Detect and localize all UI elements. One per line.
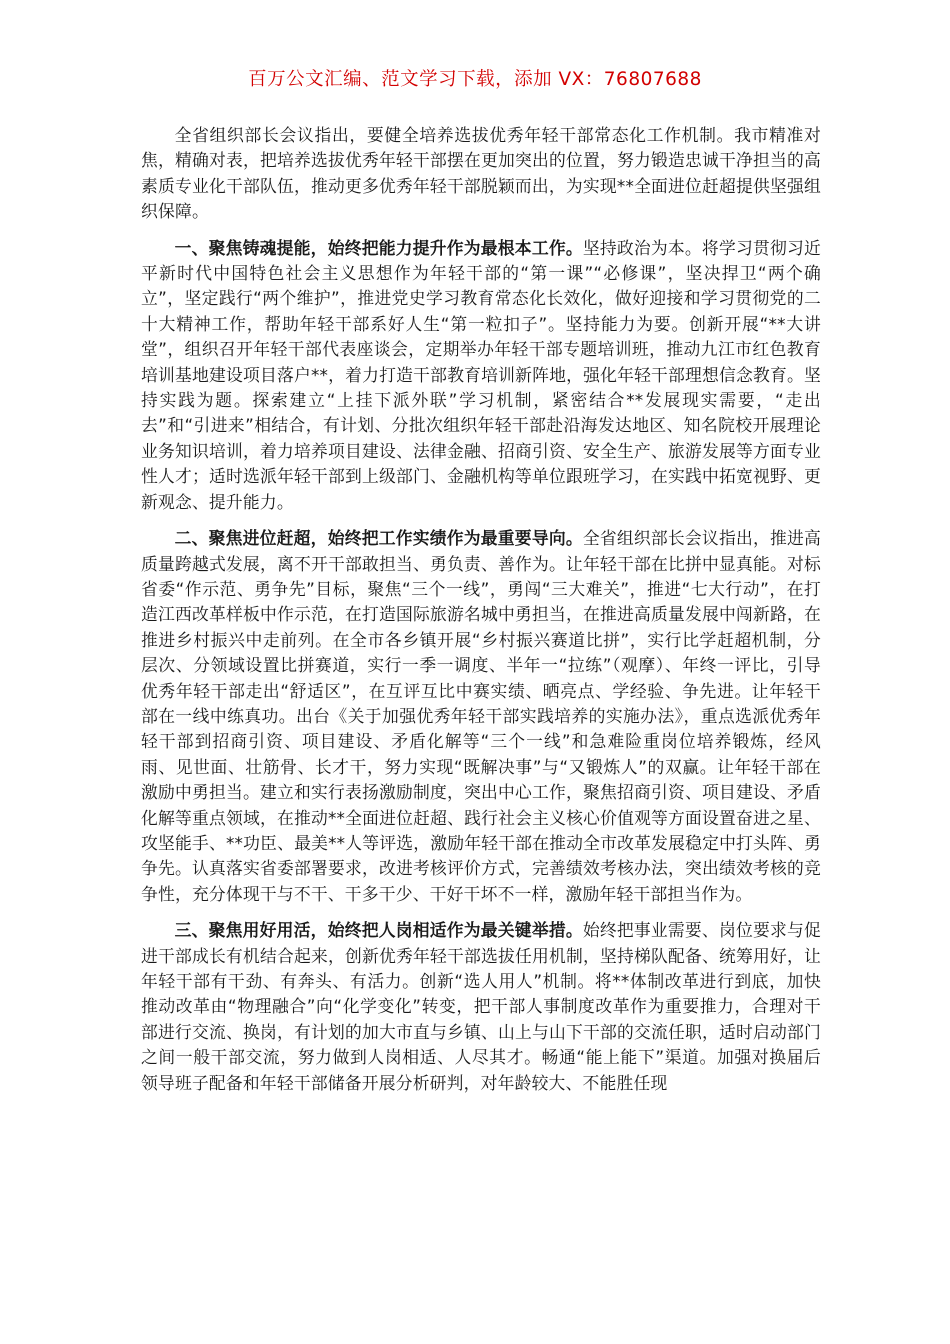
section-3-heading: 三、聚焦用好用活，始终把人岗相适作为最关键举措。	[174, 920, 583, 941]
section-3-body: 始终把事业需要、岗位要求与促进干部成长有机结合起来，创新优秀年轻干部选拔任用机制，坚持梯队配备、统筹用好，让年轻干部有干劲、有奔头、有活力。创新“选人用人”机制。将**体制改革进行到底，加快推动改革由“物理融合”向“化学变化”转变，把干部人事制度改革作为重要推力，合理对干部进行交流、换岗，有计划的加大市直与乡镇、山上与山下干部的交流任职，适时启动部门之间一般干部交流，努力做到人岗相适、人尽其才。畅通“能上能下”渠道。加强对换届后领导班子配备和年轻干部储备开展分析研判，对年龄较大、不能胜任现	[141, 920, 821, 1093]
section-3-paragraph	[141, 918, 821, 1096]
intro-paragraph: 全省组织部长会议指出，要健全培养选拔优秀年轻干部常态化工作机制。我市精准对焦，精确对表，把培养选拔优秀年轻干部摆在更加突出的位置，努力锻造忠诚干净担当的高素质专业化干部队伍，推动更多优秀年轻干部脱颖而出，为实现**全面进位赶超提供坚强组织保障。	[141, 125, 821, 222]
section-2-paragraph	[141, 526, 821, 907]
section-1-paragraph	[141, 236, 821, 515]
section-1-heading: 一、聚焦铸魂提能，始终把能力提升作为最根本工作。	[174, 237, 583, 258]
document-body	[141, 123, 821, 1107]
section-2-body: 全省组织部长会议指出，推进高质量跨越式发展，离不开干部敢担当、勇负责、善作为。让年轻干部在比拼中显真能。对标省委“作示范、勇争先”目标，聚焦“三个一线”，勇闯“三大难关”，推进“七大行动”，在打造江西改革样板中作示范，在打造国际旅游名城中勇担当，在推进高质量发展中闯新路，在推进乡村振兴中走前列。在全市各乡镇开展“乡村振兴赛道比拼”，实行比学赶超机制，分层次、分领域设置比拼赛道，实行一季一调度、半年一“拉练”（观摩）、年终一评比，引导优秀年轻干部走出“舒适区”，在互评互比中赛实绩、晒亮点、学经验、争先进。让年轻干部在一线中练真功。出台《关于加强优秀年轻干部实践培养的实施办法》，重点选派优秀年轻干部到招商引资、项目建设、矛盾化解等“三个一线”和急难险重岗位培养锻炼，经风雨、见世面、壮筋骨、长才干，努力实现“既解决事”与“又锻炼人”的双赢。让年轻干部在激励中勇担当。建立和实行表扬激励制度，突出中心工作，聚焦招商引资、项目建设、矛盾化解等重点领域，在推动**全面进位赶超、践行社会主义核心价值观等方面设置奋进之星、攻坚能手、**功臣、最美**人等评选，激励年轻干部在推动全市改革发展稳定中打头阵、勇争先。认真落实省委部署要求，改进考核评价方式，完善绩效考核办法，突出绩效考核的竞争性，充分体现干与不干、干多干少、干好干坏不一样，激励年轻干部担当作为。	[141, 528, 821, 904]
section-1-body: 坚持政治为本。将学习贯彻习近平新时代中国特色社会主义思想作为年轻干部的“第一课”“必修课”，坚决捍卫“两个确立”，坚定践行“两个维护”，推进党史学习教育常态化长效化，做好迎接和学习贯彻党的二十大精神工作，帮助年轻干部系好人生“第一粒扣子”。坚持能力为要。创新开展“**大讲堂”，组织召开年轻干部代表座谈会，定期举办年轻干部专题培训班，推动九江市红色教育培训基地建设项目落户**，着力打造干部教育培训新阵地，强化年轻干部理想信念教育。坚持实践为题。探索建立“上挂下派外联”学习机制，紧密结合**发展现实需要，“走出去”和“引进来”相结合，有计划、分批次组织年轻干部赴沿海发达地区、知名院校开展理论业务知识培训，着力培养项目建设、法律金融、招商引资、安全生产、旅游发展等方面专业性人才；适时选派年轻干部到上级部门、金融机构等单位跟班学习，在实践中拓宽视野、更新观念、提升能力。	[141, 237, 821, 512]
section-2-heading: 二、聚焦进位赶超，始终把工作实绩作为最重要导向。	[174, 528, 583, 549]
header-banner: 百万公文汇编、范文学习下载，添加 VX：76807688	[248, 69, 702, 90]
